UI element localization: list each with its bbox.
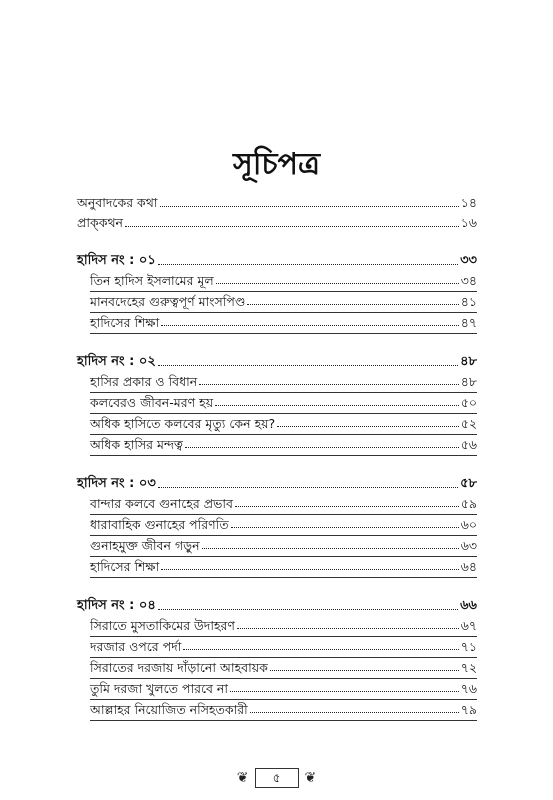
table-of-contents [77, 193, 477, 721]
toc-entry-page: ৫০ [460, 395, 477, 410]
toc-section-heading[interactable] [77, 474, 477, 494]
section-heading-page: ৪৮ [460, 354, 477, 369]
section-heading-page: ৬৬ [460, 598, 477, 613]
leader-dots [277, 424, 459, 427]
toc-entry-label: অধিক হাসির মন্দত্ব [90, 437, 183, 452]
toc-entry-page: ৭৬ [460, 681, 477, 696]
page-footer [0, 768, 553, 788]
toc-sub-entry[interactable] [90, 658, 477, 679]
toc-entry-label: বান্দার কলবে গুনাহের প্রভাব [90, 496, 233, 511]
toc-entry-label: অধিক হাসিতে কলবের মৃত্যু কেন হয়? [90, 416, 276, 431]
leader-dots [158, 607, 458, 610]
toc-entry-page: ৪৮ [460, 374, 477, 389]
toc-entry-label: কলবেরও জীবন-মরণ হয় [90, 395, 214, 410]
toc-entry-page: ৭১ [460, 639, 477, 654]
leader-dots [215, 403, 459, 406]
leader-dots [230, 689, 459, 692]
toc-entry-label: আল্লাহর নিয়োজিত নসিহতকারী [90, 702, 248, 717]
toc-entry[interactable] [77, 193, 477, 213]
toc-entry-label: সিরাতের দরজায় দাঁড়ানো আহবায়ক [90, 660, 268, 675]
toc-entry-page: ৫২ [460, 416, 477, 431]
toc-sub-entry[interactable] [90, 414, 477, 435]
leader-dots [161, 323, 459, 326]
toc-entry-page: ১৬ [460, 215, 477, 230]
toc-entry-label: প্রাক্‌কথন [77, 215, 124, 230]
toc-entry-page: ৫৯ [460, 496, 477, 511]
toc-entry-label: অনুবাদকের কথা [77, 195, 158, 210]
section-heading-page: ৫৮ [460, 476, 477, 491]
toc-entry-label: মানবদেহের গুরুত্বপূর্ণ মাংসপিণ্ড [90, 294, 246, 309]
leader-dots [216, 281, 459, 284]
toc-entry-label: হাদিসের শিক্ষা [90, 559, 160, 574]
toc-entry-label: তিন হাদিস ইসলামের মূল [90, 273, 214, 288]
toc-sub-entry[interactable] [90, 393, 477, 414]
section-gap [77, 334, 477, 352]
section-heading-label: হাদিস নং : ০১ [77, 253, 156, 268]
section-heading-label: হাদিস নং : ০৪ [77, 598, 156, 613]
toc-entry-page: ৬৪ [460, 559, 477, 574]
toc-sub-entry[interactable] [90, 637, 477, 658]
ornament-left-icon: ❦ [236, 770, 249, 786]
leader-dots [235, 504, 459, 507]
toc-section-heading[interactable] [77, 596, 477, 616]
leader-dots [247, 302, 458, 305]
toc-entry-page: ১৪ [460, 195, 477, 210]
leader-dots [237, 626, 459, 629]
toc-sub-entry[interactable] [90, 313, 477, 334]
toc-sub-entry[interactable] [90, 515, 477, 536]
toc-sub-entry[interactable] [90, 494, 477, 515]
toc-sub-entry[interactable] [90, 536, 477, 557]
toc-entry-page: ৩৪ [460, 273, 477, 288]
toc-entry-label: গুনাহমুক্ত জীবন গড়ুন [90, 538, 200, 553]
section-heading-label: হাদিস নং : ০২ [77, 354, 156, 369]
leader-dots [199, 382, 459, 385]
toc-entry-label: তুমি দরজা খুলতে পারবে না [90, 681, 229, 696]
section-gap [77, 456, 477, 474]
toc-entry-page: ৪৭ [460, 315, 477, 330]
toc-sub-entry[interactable] [90, 679, 477, 700]
leader-dots [183, 647, 458, 650]
toc-sub-entry[interactable] [90, 700, 477, 721]
page-number: ৫ [255, 768, 299, 788]
toc-entry-label: হাসির প্রকার ও বিধান [90, 374, 198, 389]
page-title: সূচিপত্র [233, 147, 320, 182]
toc-entry-page: ৭২ [460, 660, 477, 675]
toc-entry-page: ৭৯ [460, 702, 477, 717]
toc-entry-page: ৪১ [460, 294, 477, 309]
leader-dots [231, 525, 459, 528]
leader-dots [125, 224, 459, 227]
leader-dots [161, 567, 459, 570]
section-gap [77, 233, 477, 251]
toc-entry-label: হাদিসের শিক্ষা [90, 315, 160, 330]
toc-entry-label: সিরাতে মুসতাকিমের উদাহরণ [90, 618, 235, 633]
section-heading-label: হাদিস নং : ০৩ [77, 476, 156, 491]
leader-dots [270, 668, 459, 671]
leader-dots [158, 262, 458, 265]
leader-dots [185, 445, 459, 448]
toc-entry-page: ৫৬ [460, 437, 477, 452]
toc-entry-label: ধারাবাহিক গুনাহের পরিণতি [90, 517, 229, 532]
toc-entry-page: ৬০ [460, 517, 477, 532]
leader-dots [160, 204, 459, 207]
toc-sub-entry[interactable] [90, 271, 477, 292]
toc-section-heading[interactable] [77, 352, 477, 372]
toc-entry-page: ৬৭ [460, 618, 477, 633]
toc-section-heading[interactable] [77, 251, 477, 271]
toc-sub-entry[interactable] [90, 292, 477, 313]
leader-dots [250, 710, 459, 713]
section-gap [77, 578, 477, 596]
toc-entry-page: ৬৩ [460, 538, 477, 553]
toc-entry[interactable] [77, 213, 477, 233]
toc-sub-entry[interactable] [90, 372, 477, 393]
toc-sub-entry[interactable] [90, 435, 477, 456]
section-heading-page: ৩৩ [460, 253, 477, 268]
toc-entry-label: দরজার ওপরে পর্দা [90, 639, 182, 654]
toc-sub-entry[interactable] [90, 616, 477, 637]
leader-dots [158, 363, 458, 366]
toc-sub-entry[interactable] [90, 557, 477, 578]
leader-dots [158, 485, 458, 488]
ornament-right-icon: ❦ [304, 770, 317, 786]
leader-dots [202, 546, 459, 549]
